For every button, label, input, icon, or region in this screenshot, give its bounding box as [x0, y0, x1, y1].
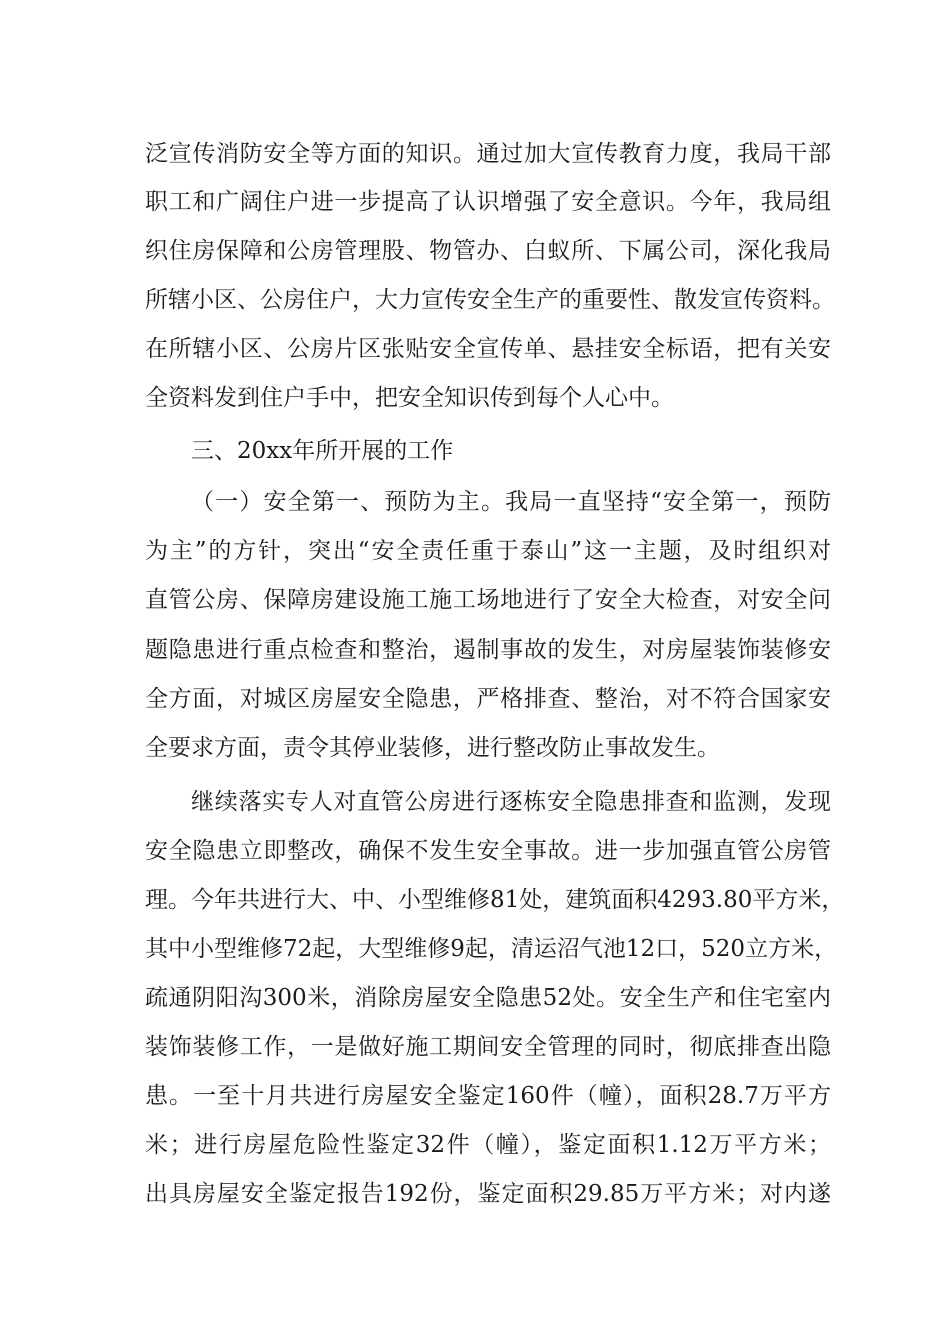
paragraph-line: 疏通阴阳沟300米，消除房屋安全隐患52处。安全生产和住宅室内	[145, 985, 831, 1011]
paragraph-line: 继续落实专人对直管公房进行逐栋安全隐患排查和监测，发现	[191, 789, 831, 815]
paragraph-line: 全资料发到住户手中，把安全知识传到每个人心中。	[145, 385, 674, 411]
paragraph-line: 为主”的方针，突出“安全责任重于泰山”这一主题，及时组织对	[145, 538, 831, 564]
section-heading: 三、20xx年所开展的工作	[191, 438, 454, 464]
paragraph-line: （一）安全第一、预防为主。我局一直坚持“安全第一，预防	[191, 489, 831, 515]
paragraph-line: 全要求方面，责令其停业装修，进行整改防止事故发生。	[145, 735, 720, 761]
paragraph-line: 泛宣传消防安全等方面的知识。通过加大宣传教育力度，我局干部	[145, 141, 831, 167]
paragraph-line: 米；进行房屋危险性鉴定32件（幢），鉴定面积1.12万平方米；	[145, 1132, 831, 1158]
paragraph-line: 所辖小区、公房住户，大力宣传安全生产的重要性、散发宣传资料。	[145, 287, 835, 313]
paragraph-line: 职工和广阔住户进一步提高了认识增强了安全意识。今年，我局组	[145, 189, 831, 215]
paragraph-line: 其中小型维修72起，大型维修9起，清运沼气池12口，520立方米，	[145, 936, 838, 962]
paragraph-line: 全方面，对城区房屋安全隐患，严格排查、整治，对不符合国家安	[145, 686, 831, 712]
paragraph-line: 题隐患进行重点检查和整治，遏制事故的发生，对房屋装饰装修安	[145, 637, 831, 663]
paragraph-line: 理。今年共进行大、中、小型维修81处，建筑面积4293.80平方米，	[145, 887, 845, 913]
paragraph-line: 出具房屋安全鉴定报告192份，鉴定面积29.85万平方米；对内遂	[145, 1181, 831, 1207]
paragraph-line: 直管公房、保障房建设施工施工场地进行了安全大检查，对安全问	[145, 587, 831, 613]
paragraph-line: 装饰装修工作，一是做好施工期间安全管理的同时，彻底排查出隐	[145, 1034, 831, 1060]
paragraph-line: 患。一至十月共进行房屋安全鉴定160件（幢），面积28.7万平方	[145, 1083, 831, 1109]
paragraph-line: 安全隐患立即整改，确保不发生安全事故。进一步加强直管公房管	[145, 838, 831, 864]
paragraph-line: 在所辖小区、公房片区张贴安全宣传单、悬挂安全标语，把有关安	[145, 336, 831, 362]
paragraph-line: 织住房保障和公房管理股、物管办、白蚁所、下属公司，深化我局	[145, 238, 831, 264]
